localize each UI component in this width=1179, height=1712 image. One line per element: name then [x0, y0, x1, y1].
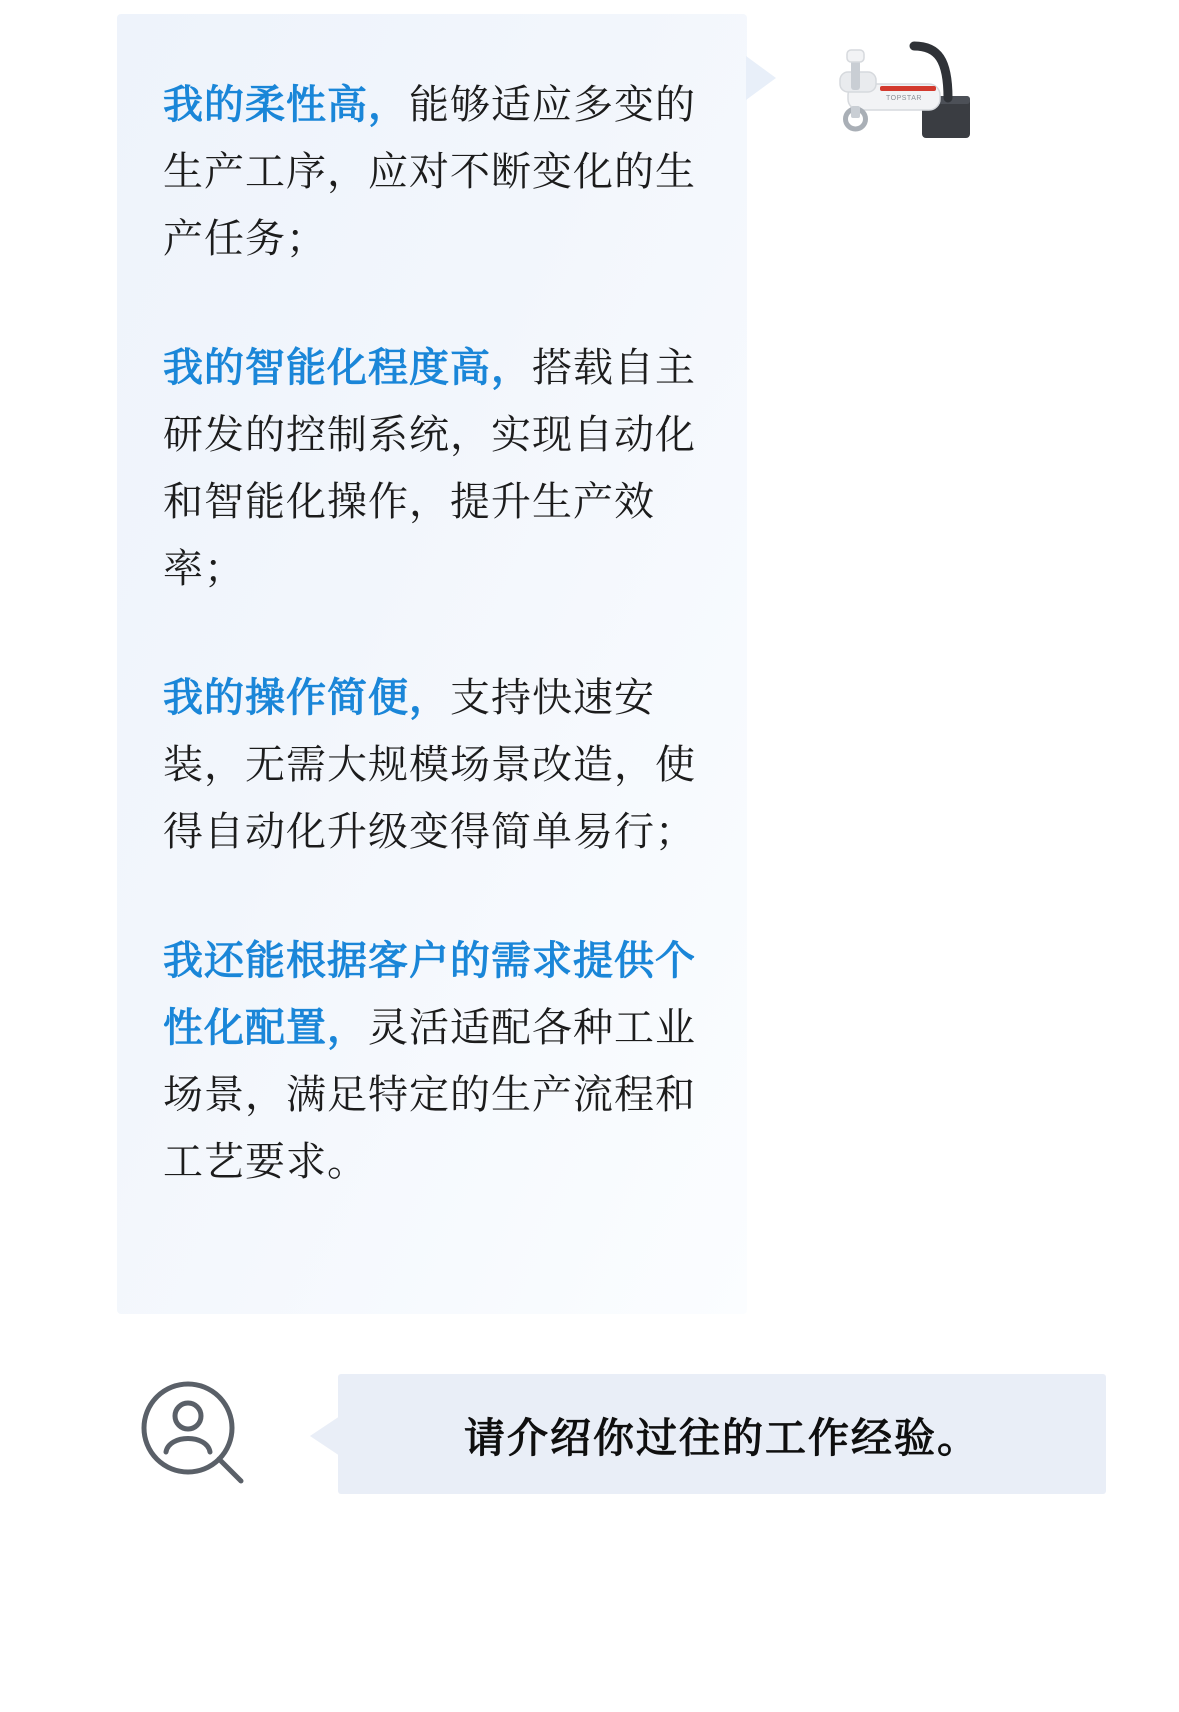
bot-paragraph-3-highlight: 我的操作简便， [163, 676, 450, 720]
bot-paragraph-1 [163, 72, 701, 273]
bot-paragraph-2-highlight: 我的智能化程度高， [163, 346, 532, 390]
bot-paragraph-2-text: 搭载自主研发的控制系统，实现自动化和智能化操作，提升生产效率； [163, 346, 696, 591]
user-message-row [0, 1368, 1179, 1508]
svg-text:TOPSTAR: TOPSTAR [886, 95, 922, 102]
scara-robot-arm-icon [818, 20, 988, 150]
bot-paragraph-4-highlight: 我还能根据客户的需求提供个性化配置， [163, 939, 696, 1050]
bot-paragraph-2 [163, 335, 701, 603]
bot-paragraph-3 [163, 665, 701, 866]
bot-paragraph-3-text: 支持快速安装，无需大规模场景改造，使得自动化升级变得简单易行； [163, 676, 696, 854]
bot-paragraph-4-text: 灵活适配各种工业场景，满足特定的生产流程和工艺要求。 [163, 1006, 696, 1184]
user-avatar-icon [133, 1376, 251, 1494]
bot-bubble-tail [746, 56, 776, 100]
bot-paragraph-4 [163, 928, 701, 1196]
user-message-bubble [338, 1374, 1106, 1494]
bot-message-bubble [117, 14, 747, 1314]
user-message-text: 请介绍你过往的工作经验。 [464, 1414, 980, 1461]
bot-paragraph-1-text: 能够适应多变的生产工序，应对不断变化的生产任务； [163, 83, 696, 261]
user-bubble-tail [310, 1416, 340, 1456]
bot-paragraph-1-highlight: 我的柔性高， [163, 83, 409, 127]
